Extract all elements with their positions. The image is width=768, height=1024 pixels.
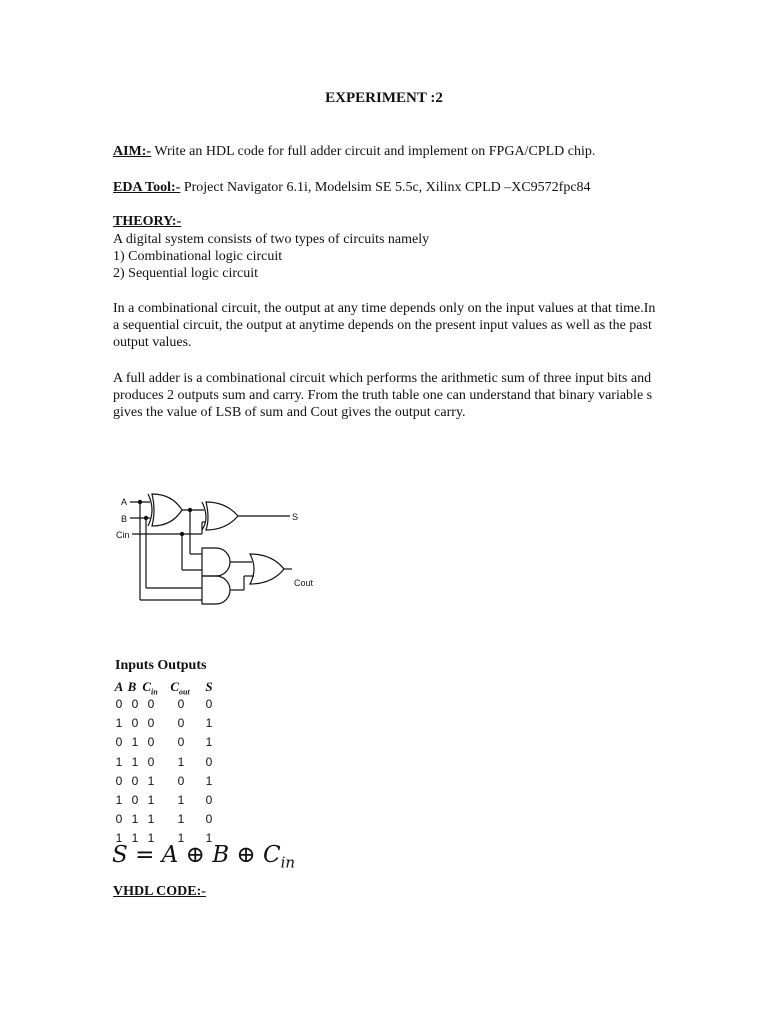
truth-table-cell: 0: [115, 735, 123, 750]
truth-table-cell: 1: [115, 716, 123, 731]
paragraph-combinational: In a combinational circuit, the output at any time depends only on the input values at that time.In a sequential circuit, the output at anytime depends on the present input values as well as the past output values.: [113, 301, 656, 350]
or-gate: [250, 554, 284, 584]
full-adder-circuit-diagram: [112, 488, 322, 608]
truth-table-cell: 0: [131, 716, 139, 731]
theory-line: 2) Sequential logic circuit: [113, 266, 259, 281]
truth-table-cell: 1: [115, 754, 123, 769]
col-cout: $C_{out}$: [170, 679, 190, 697]
eda-label: EDA Tool:-: [113, 180, 181, 195]
eda-line: [113, 179, 591, 196]
output-s-label: S: [292, 512, 299, 522]
truth-table-cell: 0: [205, 812, 213, 827]
aim-text: Write an HDL code for full adder circuit and implement on FPGA/CPLD chip.: [151, 144, 596, 159]
truth-table-cell: 0: [115, 697, 123, 711]
truth-table-cell: 0: [205, 793, 213, 807]
truth-table-cell: 1: [205, 773, 213, 788]
truth-table-cell: 0: [131, 773, 139, 788]
col-cin: $C_{in}$: [142, 679, 158, 697]
col-b: B: [127, 679, 137, 694]
truth-table-cell: 1: [147, 793, 155, 807]
input-b-label: B: [121, 514, 128, 524]
outputs-header: Outputs: [157, 658, 207, 673]
truth-table-cell: 0: [177, 773, 185, 788]
theory-line: 1) Combinational logic circuit: [113, 249, 283, 264]
truth-table-row: [110, 812, 230, 828]
vhdl-code-heading: VHDL CODE:-: [113, 884, 206, 899]
truth-table-cell: 1: [177, 831, 185, 846]
truth-table-cell: 1: [147, 773, 155, 788]
truth-table-cell: 0: [205, 697, 213, 711]
truth-table-cell: 0: [131, 697, 139, 711]
truth-table-cell: 0: [177, 735, 185, 750]
truth-table-cell: 0: [147, 716, 155, 731]
col-s: S: [205, 679, 213, 694]
col-a: A: [114, 679, 124, 694]
and-gate-1: [202, 548, 230, 576]
truth-table-row: [110, 793, 230, 809]
truth-table-body: [110, 697, 240, 847]
junction-dot: [138, 500, 141, 503]
truth-table-cell: 1: [131, 735, 139, 750]
truth-table-cell: 1: [177, 754, 185, 769]
theory-heading: THEORY:-: [113, 214, 182, 229]
aim-line: [113, 143, 595, 160]
truth-table-row: [110, 755, 230, 771]
truth-table-cell: 1: [205, 831, 213, 846]
inputs-header: Inputs: [115, 658, 154, 673]
sum-formula: S = A ⊕ B ⊕ $C_{in}$: [112, 842, 296, 872]
junction-dot: [180, 532, 183, 535]
truth-table-cell: 1: [205, 735, 213, 750]
truth-table-cell: 1: [177, 793, 185, 807]
truth-table-cell: 0: [147, 754, 155, 769]
eda-text: Project Navigator 6.1i, Modelsim SE 5.5c, Xilinx CPLD –XC9572fpc84: [180, 180, 591, 195]
output-cout-label: Cout: [294, 578, 314, 588]
truth-table-group-headers: [115, 658, 206, 674]
truth-table-cell: 1: [131, 831, 139, 846]
truth-table-cell: 1: [131, 812, 139, 827]
truth-table-cell: 0: [115, 773, 123, 788]
truth-table-cell: 0: [131, 793, 139, 807]
junction-dot: [144, 516, 147, 519]
input-a-label: A: [121, 497, 128, 507]
truth-table-row: [110, 735, 230, 751]
truth-table-cell: 0: [115, 812, 123, 827]
truth-table-cell: 1: [115, 793, 123, 807]
truth-table-cell: 0: [147, 735, 155, 750]
aim-label: AIM:-: [113, 144, 152, 159]
truth-table-cell: 0: [205, 754, 213, 769]
truth-table-cell: 1: [115, 831, 123, 846]
truth-table-cell: 0: [177, 716, 185, 731]
truth-table-column-headers: [110, 679, 230, 695]
truth-table-cell: 1: [147, 831, 155, 846]
truth-table-row: [110, 697, 230, 713]
paragraph-full-adder: A full adder is a combinational circuit which performs the arithmetic sum of three input bits and produces 2 outputs sum and carry. From the truth table one can understand that binary variable s gives the value of LSB of sum and Cout gives the output carry.: [113, 371, 653, 420]
truth-table-row: [110, 774, 230, 790]
truth-table-cell: 1: [205, 716, 213, 731]
xor-gate-2: [202, 502, 238, 530]
truth-table-cell: 0: [147, 697, 155, 711]
xor-gate-1: [148, 494, 182, 526]
truth-table-cell: 1: [131, 754, 139, 769]
truth-table-row: [110, 716, 230, 732]
truth-table-cell: 1: [177, 812, 185, 827]
and-gate-2: [202, 576, 230, 604]
theory-line: A digital system consists of two types of circuits namely: [113, 232, 430, 247]
junction-dot: [188, 508, 191, 511]
page-title: EXPERIMENT :2: [325, 90, 443, 106]
truth-table-cell: 0: [177, 697, 185, 711]
input-cin-label: Cin: [116, 530, 130, 540]
truth-table-cell: 1: [147, 812, 155, 827]
